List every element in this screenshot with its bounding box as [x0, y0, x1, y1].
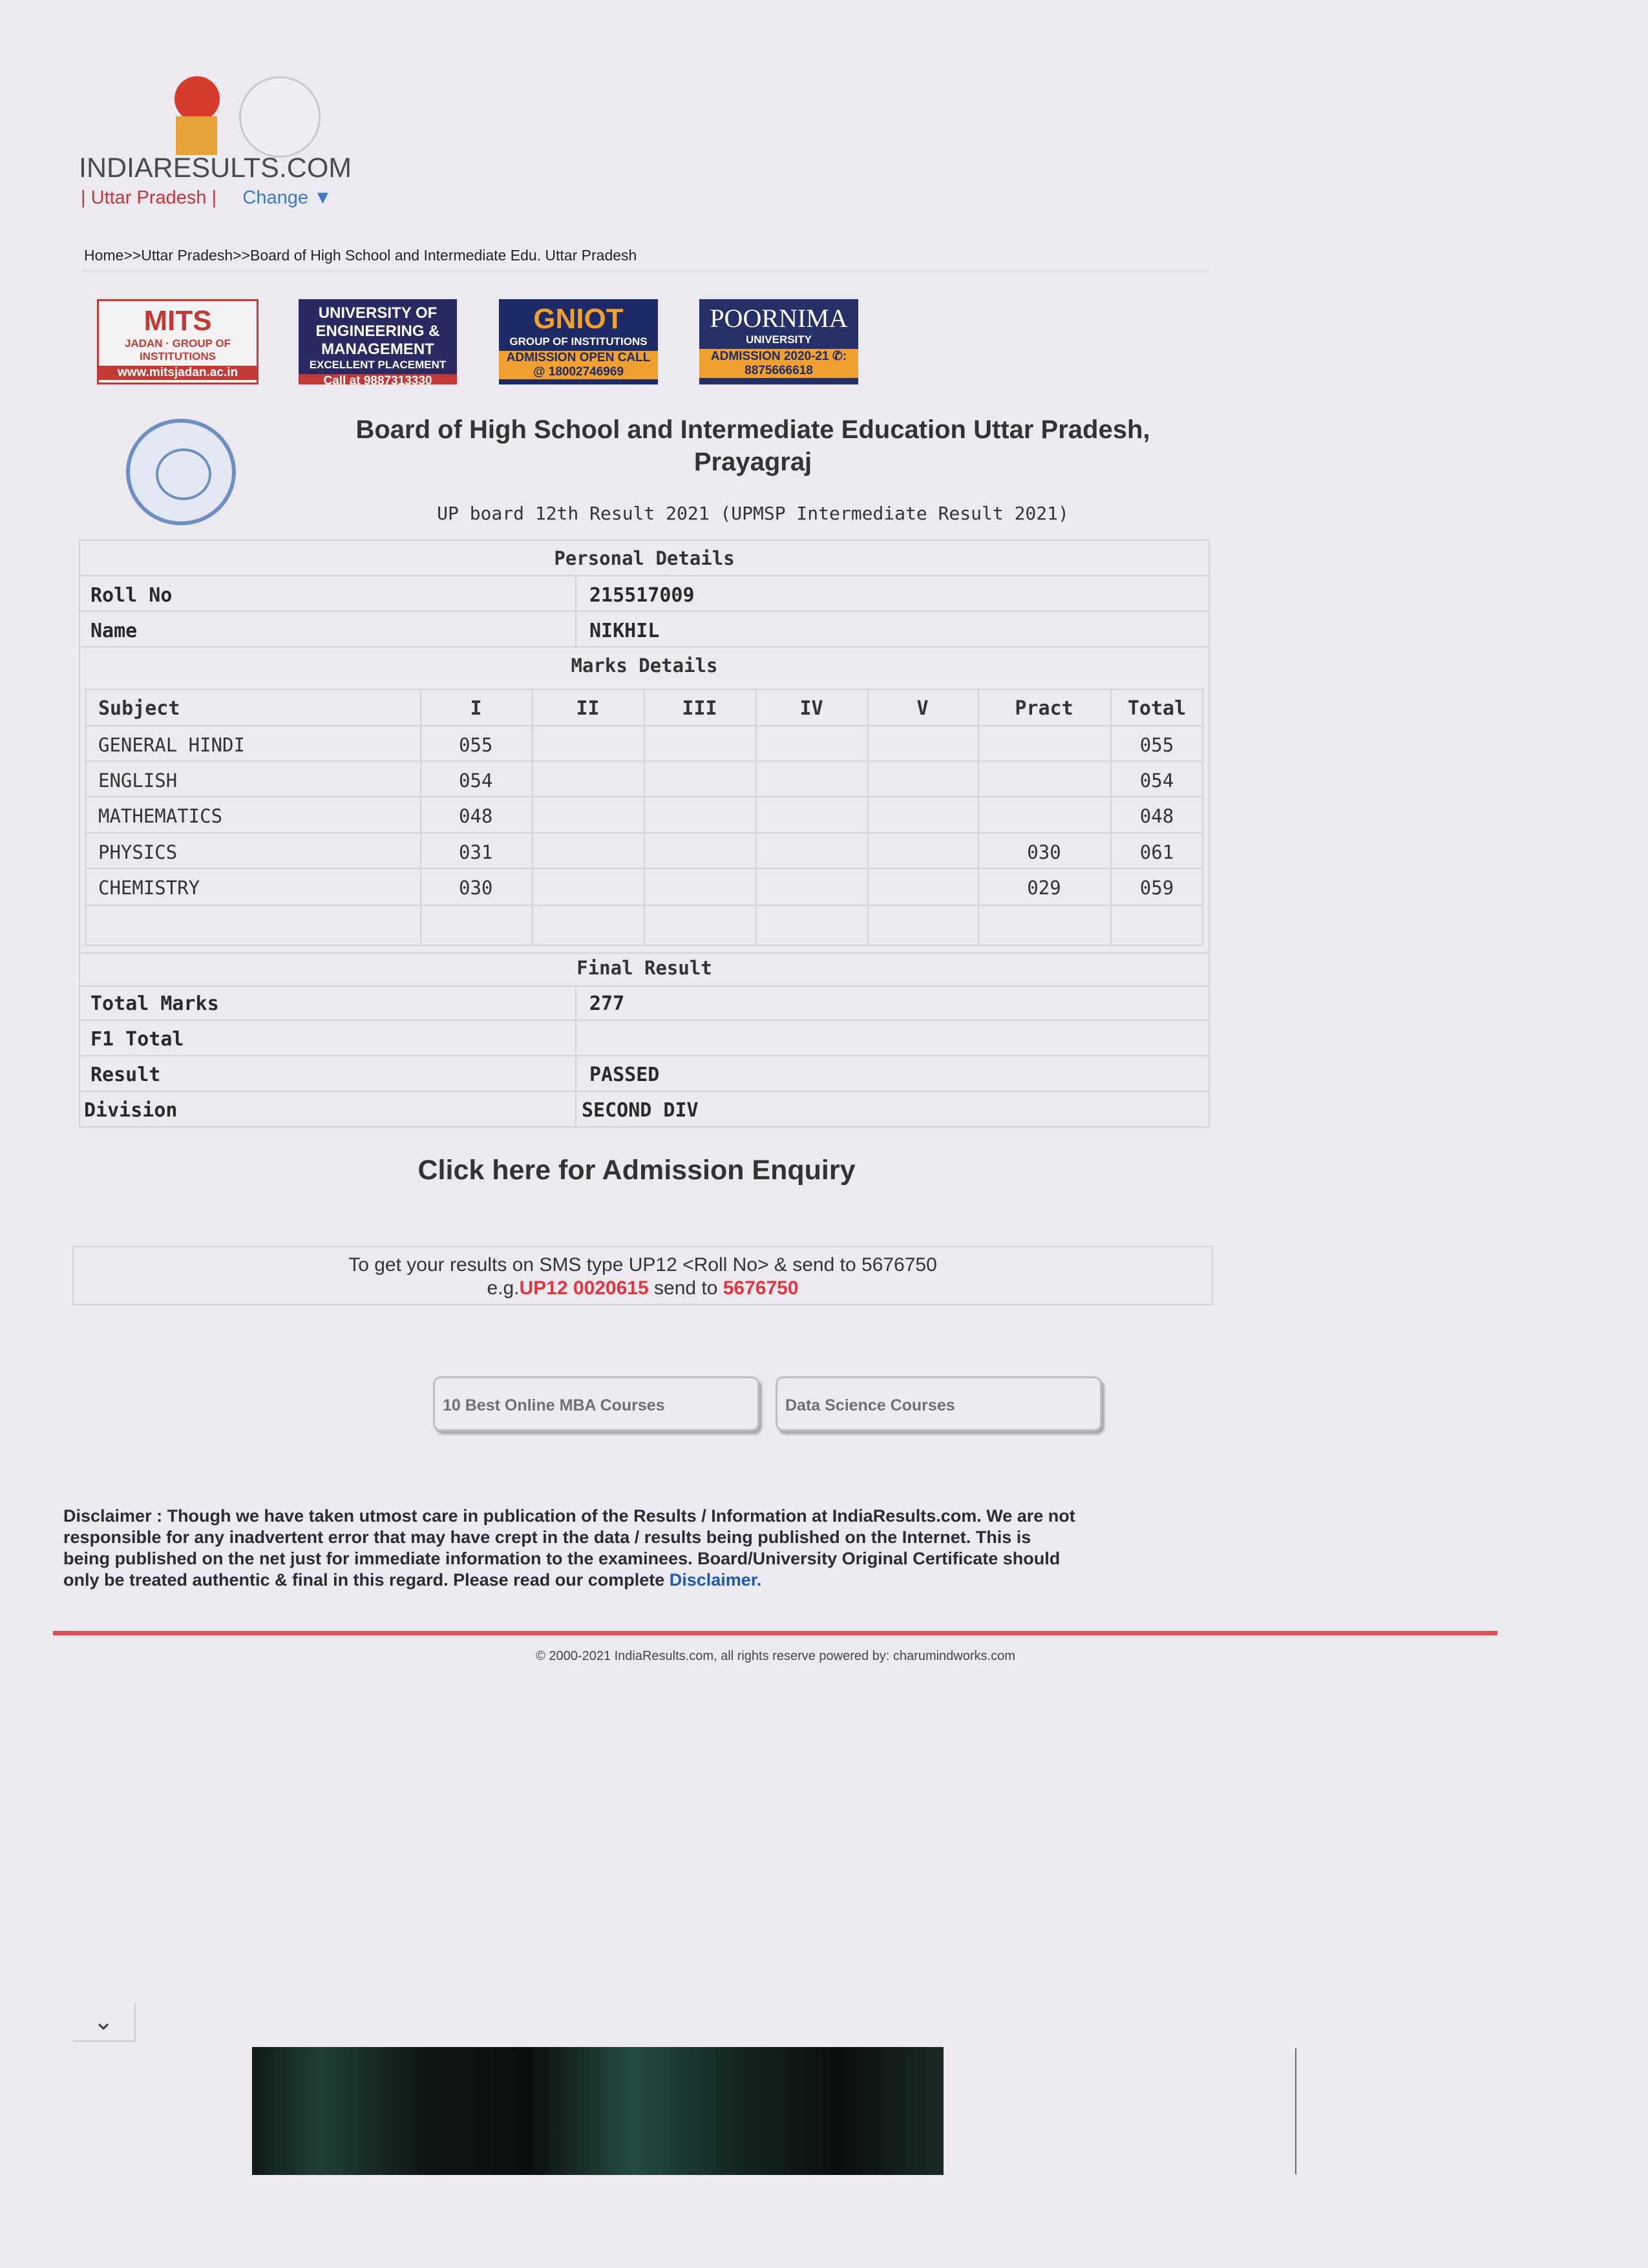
ad-title: MITS	[143, 305, 212, 337]
final-result-heading: Final Result	[576, 957, 712, 979]
marks-cell: 054	[459, 770, 493, 792]
divider	[644, 689, 645, 946]
divider	[79, 646, 1210, 647]
divider	[79, 1055, 1210, 1056]
total-cell: 061	[1139, 841, 1174, 863]
total-cell: 059	[1139, 877, 1174, 899]
column-header: V	[916, 697, 929, 720]
ad-subtitle: EXCELLENT PLACEMENT	[309, 359, 447, 371]
disclaimer-text: Disclaimer : Though we have taken utmost care in publication of the Results / Information at IndiaResults.com. We are not responsible for any inadvertent error that may have crept in the data / results being published on the Internet. This is being published on the net just for immediate information to the examinees. Board/University Original Certificate should only be treated authentic & final in this regard. Please read our complete Disclaimer.	[63, 1506, 1075, 1590]
marks-cell: 030	[459, 877, 493, 899]
column-header: Subject	[98, 697, 180, 720]
name-value: NIKHIL	[589, 620, 660, 642]
ad-contact: www.mitsjadan.ac.in	[99, 366, 257, 380]
roll-no-label: Roll No	[90, 584, 173, 607]
pract-cell: 030	[1027, 841, 1061, 863]
ad-subtitle: UNIVERSITY	[745, 333, 812, 346]
f1-total-label: F1 Total	[90, 1028, 184, 1051]
logo-block	[176, 116, 217, 155]
breadcrumb[interactable]: Home>>Uttar Pradesh>>Board of High School and Intermediate Edu. Uttar Pradesh	[84, 247, 637, 264]
chevron-down-icon[interactable]: ⌄	[72, 2003, 136, 2042]
ad-gniot[interactable]	[499, 299, 658, 384]
total-marks-label: Total Marks	[90, 992, 219, 1015]
sms-instructions: To get your results on SMS type UP12 <Roll No> & send to 5676750	[348, 1254, 937, 1276]
admission-enquiry-link[interactable]: Click here for Admission Enquiry	[417, 1155, 856, 1186]
subject-cell: MATHEMATICS	[98, 805, 223, 827]
total-cell: 054	[1139, 770, 1174, 792]
ad-subtitle: GROUP OF INSTITUTIONS	[509, 335, 648, 348]
divider	[79, 1020, 1210, 1021]
ad-poornima[interactable]	[699, 299, 858, 384]
sms-example-number: 5676750	[723, 1277, 799, 1299]
divider	[575, 575, 576, 646]
marks-cell: 055	[459, 734, 493, 756]
divider	[978, 689, 979, 946]
state-selector	[81, 187, 332, 209]
marks-cell: 048	[459, 805, 493, 827]
subject-cell: CHEMISTRY	[98, 877, 200, 899]
subject-cell: GENERAL HINDI	[98, 734, 245, 756]
ad-title: UNIVERSITY OF ENGINEERING & MANAGEMENT	[315, 304, 440, 358]
site-logo[interactable]: INDIARESULTS.COM	[79, 152, 352, 184]
divider	[1295, 2048, 1296, 2174]
column-header: II	[576, 697, 600, 720]
page-title: Board of High School and Intermediate Education Uttar Pradesh, Prayagraj	[355, 415, 1150, 476]
divider	[420, 689, 421, 946]
board-seal-icon	[126, 419, 236, 525]
divider	[83, 270, 1210, 271]
divider	[532, 689, 533, 946]
personal-details-heading: Personal Details	[554, 547, 735, 569]
change-state-link[interactable]: Change ▼	[242, 187, 332, 208]
sms-info-box	[72, 1246, 1213, 1305]
footer-divider	[53, 1631, 1497, 1635]
mba-courses-button[interactable]: 10 Best Online MBA Courses	[433, 1376, 759, 1431]
video-banner[interactable]	[252, 2047, 944, 2175]
subject-cell: ENGLISH	[98, 770, 178, 792]
result-label: Result	[90, 1064, 161, 1086]
ad-contact: Call at 9887313330	[299, 374, 457, 384]
division-label: Division	[84, 1099, 178, 1122]
divider	[867, 689, 869, 946]
ad-title: GNIOT	[533, 303, 624, 335]
column-header: Total	[1127, 697, 1187, 720]
data-science-courses-button[interactable]: Data Science Courses	[776, 1376, 1102, 1431]
ad-subtitle: JADAN · GROUP OF INSTITUTIONS	[124, 337, 231, 362]
subject-cell: PHYSICS	[98, 841, 178, 863]
total-cell: 048	[1139, 805, 1174, 827]
ad-contact: ADMISSION 2020-21 ✆: 8875666618	[699, 349, 858, 378]
name-label: Name	[90, 620, 138, 642]
ad-contact: ADMISSION OPEN CALL @ 18002746969	[499, 351, 658, 379]
copyright: © 2000-2021 IndiaResults.com, all rights reserve powered by: charumindworks.com	[536, 1649, 1015, 1663]
column-header: Pract	[1015, 697, 1073, 720]
divider	[79, 952, 1210, 954]
logo-mark-icon	[174, 76, 220, 121]
divider	[575, 985, 576, 1128]
divider	[755, 689, 757, 946]
divider	[79, 1091, 1210, 1092]
sms-example: e.g.UP12 0020615 send to 5676750	[487, 1277, 799, 1299]
division-value: SECOND DIV	[582, 1099, 699, 1122]
roll-no-value: 215517009	[589, 584, 695, 607]
divider	[79, 611, 1210, 612]
result-subtitle: UP board 12th Result 2021 (UPMSP Intermediate Result 2021)	[437, 503, 1069, 524]
divider	[79, 985, 1210, 987]
result-value: PASSED	[589, 1064, 660, 1086]
marks-cell: 031	[459, 841, 493, 863]
sms-example-code: UP12 0020615	[519, 1277, 649, 1299]
ad-mits[interactable]	[97, 299, 259, 384]
pract-cell: 029	[1027, 877, 1061, 899]
ad-uem[interactable]	[299, 299, 457, 384]
marks-details-heading: Marks Details	[571, 655, 718, 677]
divider	[79, 575, 1210, 576]
ad-title: POORNIMA	[710, 304, 848, 333]
column-header: IV	[799, 697, 823, 720]
disclaimer-link[interactable]: Disclaimer.	[669, 1570, 762, 1590]
total-marks-value: 277	[589, 992, 625, 1015]
column-header: III	[682, 697, 717, 720]
total-cell: 055	[1139, 734, 1174, 756]
up-map-logo	[239, 76, 321, 158]
column-header: I	[470, 697, 482, 720]
state-label: | Uttar Pradesh |	[81, 187, 217, 208]
